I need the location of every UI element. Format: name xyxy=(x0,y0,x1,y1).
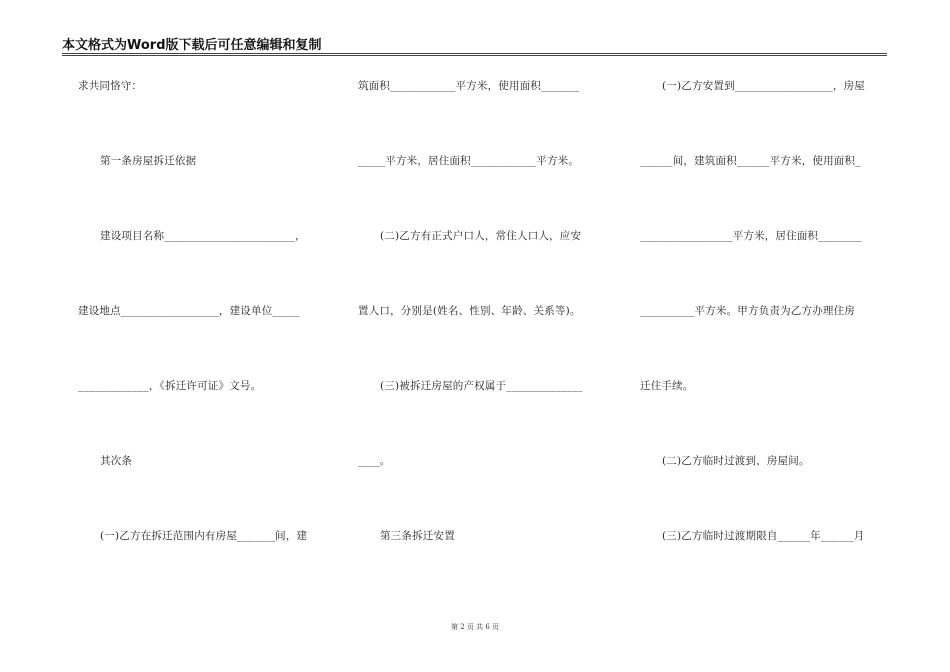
text-line: ______间，建筑面积______平方米，使用面积_ xyxy=(640,155,861,167)
text-line: ____。 xyxy=(358,455,391,467)
text-line: 迁住手续。 xyxy=(640,380,694,392)
page-number-footer: 第 2 页 共 6 页 xyxy=(450,623,500,631)
text-line: __________平方米。甲方负责为乙方办理住房 xyxy=(640,305,855,317)
text-line: (三)被拆迁房屋的产权属于______________ xyxy=(380,380,583,392)
text-line: 第一条房屋拆迁依据 xyxy=(100,155,197,167)
text-line: 第三条拆迁安置 xyxy=(380,530,455,542)
text-line: (一)乙方在拆迁范围内有房屋_______间，建 xyxy=(100,530,308,542)
text-line: 其次条 xyxy=(100,455,133,467)
text-line: _____________，《拆迁许可证》文号。 xyxy=(78,380,262,392)
header-divider xyxy=(62,53,887,56)
text-line: 筑面积____________平方米，使用面积_______ xyxy=(358,80,580,92)
text-line: 置人口，分别是(姓名、性别、年龄、关系等)。 xyxy=(358,305,581,317)
text-line: _________________平方米，居住面积________ xyxy=(640,230,862,242)
document-header-title: 本文格式为Word版下载后可任意编辑和复制 xyxy=(62,38,322,53)
text-line: 求共同恪守： xyxy=(78,80,143,92)
text-line: 建设项目名称________________________， xyxy=(100,230,306,242)
text-line: (二)乙方临时过渡到，房屋间。 xyxy=(662,455,810,467)
text-line: (三)乙方临时过渡期限自______年______月 xyxy=(662,530,865,542)
text-line: _____平方米，居住面积____________平方米。 xyxy=(358,155,580,167)
text-line: (一)乙方安置到__________________，房屋 xyxy=(662,80,865,92)
text-line: (二)乙方有正式户口人，常住人口人，应安 xyxy=(380,230,582,242)
text-line: 建设地点__________________，建设单位_____ xyxy=(78,305,300,317)
